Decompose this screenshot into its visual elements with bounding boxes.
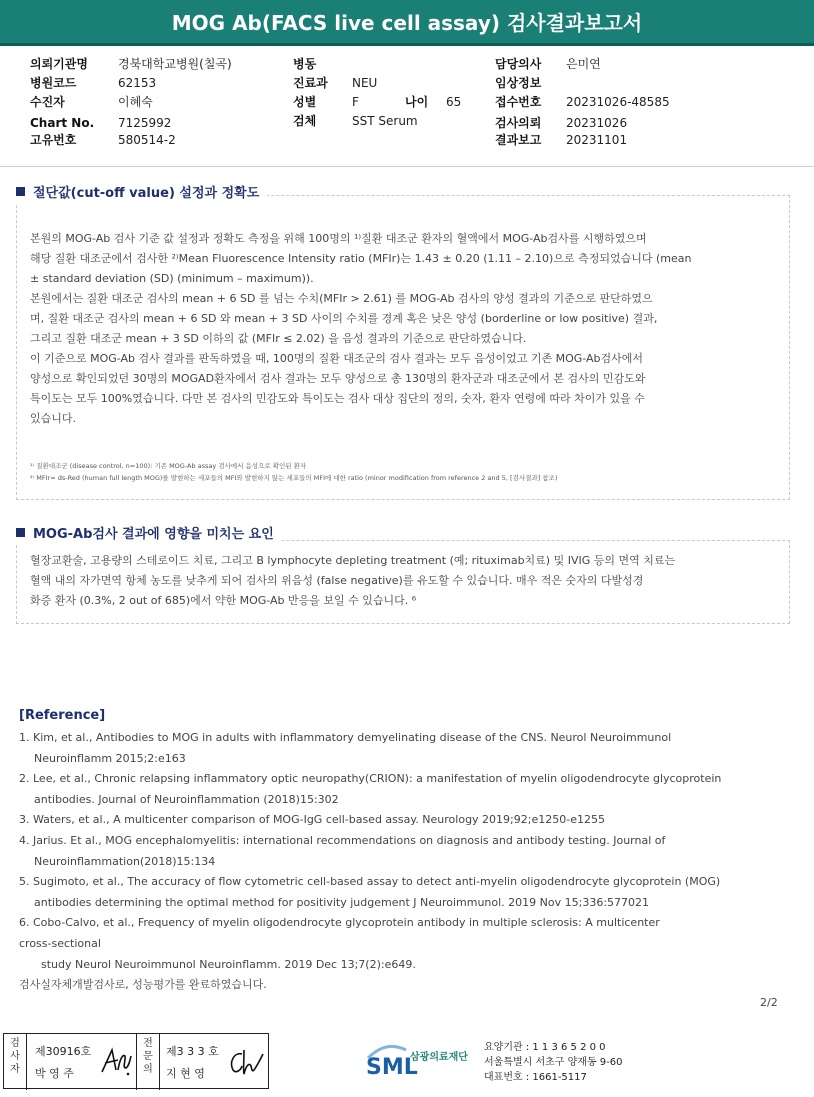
specialist-name: 지 현 영 (166, 1067, 205, 1080)
info-value: SST Serum (352, 114, 418, 128)
info-value: 경북대학교병원(칠곡) (118, 57, 232, 71)
square-bullet-icon (16, 187, 25, 196)
paragraph-line: 양성으로 확인되었던 30명의 MOGAD환자에서 검사 결과는 모두 양성으로 총 130명의 환자군과 대조군에서 본 검사의 민감도와 (30, 372, 646, 385)
paragraph-line: ± standard deviation (SD) (minimum – maximum)). (30, 272, 314, 285)
report-title: MOG Ab(FACS live cell assay) 검사결과보고서 (0, 0, 814, 46)
info-label: Chart No. (30, 116, 95, 130)
paragraph-line: 며, 질환 대조군 검사의 mean + 6 SD 와 mean + 3 SD 사이의 수치를 경계 혹은 낮은 양성 (borderline or low positive) 결과, (30, 312, 658, 325)
patient-info (0, 56, 814, 152)
reference-item: 3. Waters, et al., A multicenter comparison of MOG-IgG cell-based assay. Neurology 2019;92;e1250-e1255 (19, 813, 605, 827)
section-title-text: 절단값(cut-off value) 설정과 정확도 (33, 186, 260, 201)
reference-item-cont: cross-sectional (19, 936, 101, 950)
info-value: 20231026 (566, 116, 628, 130)
info-label: 임상정보 (495, 76, 542, 90)
institution-code: 요양기관 : 1 1 3 6 5 2 0 0 (484, 1042, 606, 1053)
reference-item-cont: study Neurol Neuroimmunol Neuroinflamm. 2019 Dec 13;7(2):e649. (41, 957, 416, 971)
reference-item-cont: antibodies. Journal of Neuroinflammation (2018)15:302 (34, 792, 339, 806)
info-value: 7125992 (118, 116, 172, 130)
reference-item-cont: Neuroinflamm 2015;2:e163 (34, 751, 186, 765)
divider (26, 1034, 27, 1090)
info-value: 20231101 (566, 133, 628, 147)
paragraph-line: 있습니다. (30, 412, 77, 425)
specialist-license: 제3 3 3 호 (166, 1045, 219, 1058)
info-value: 580514-2 (118, 133, 176, 147)
specialist-signature-icon (226, 1044, 266, 1080)
info-label: 접수번호 (495, 95, 542, 109)
signature-box (3, 1033, 269, 1089)
info-label: 병동 (293, 57, 317, 71)
reference-item: 4. Jarius. Et al., MOG encephalomyelitis: international recommendations on diagnosis and antibody testing. Journal of (19, 833, 666, 847)
examiner-signature-icon (96, 1044, 134, 1080)
page-number: 2/2 (760, 996, 778, 1009)
reference-item: 5. Sugimoto, et al., The accuracy of flow cytometric cell-based assay to detect anti-myelin oligodendrocyte glycoprotein (MOG) (19, 875, 721, 889)
cutoff-paragraph (30, 229, 691, 429)
info-value: F (352, 95, 359, 109)
paragraph-line: 해당 질환 대조군에서 검사한 ²⁾Mean Fluorescence Intensity ratio (MFIr)는 1.43 ± 0.20 (1.11 – 2.10)으로 측정되었습니다 (mean (30, 252, 692, 265)
divider (159, 1034, 160, 1090)
info-value: NEU (352, 76, 378, 90)
specialist-label-text: 전문의 (143, 1038, 153, 1075)
lab-address: 서울특별시 서초구 양재동 9-60 (484, 1057, 623, 1068)
paragraph-line: 본원의 MOG-Ab 검사 기준 값 설정과 정확도 측정을 위해 100명의 ¹⁾질환 대조군 환자의 혈액에서 MOG-Ab검사를 시행하였으며 (30, 232, 647, 245)
square-bullet-icon (16, 528, 25, 537)
lab-contact (484, 1040, 623, 1085)
reference-item-cont: Neuroinflammation(2018)15:134 (34, 854, 216, 868)
footnote-1: ¹⁾ 질환대조군 (disease control, n=100): 기존 MOG-Ab assay 검사에서 음성으로 확인된 환자 (30, 462, 307, 470)
examiner-name: 박 영 주 (35, 1067, 74, 1080)
info-divider (0, 166, 814, 167)
paragraph-line: 혈장교환술, 고용량의 스테로이드 치료, 그리고 B lymphocyte depleting treatment (예; rituximab치료) 및 IVIG 등의 면역 치료는 (30, 554, 676, 567)
report-footer (0, 1028, 814, 1097)
footnote-2: ²⁾ MFIr= ds-Red (human full length MOG)를 발현하는 세포들의 MFI와 발현하지 않는 세포들의 MFI에 대한 ratio (minor modification from reference 2 and 5, [검사결과] 참조) (30, 474, 558, 482)
info-label: 결과보고 (495, 133, 542, 147)
reference-item: 6. Cobo-Calvo, et al., Frequency of myelin oligodendrocyte glycoprotein antibody in multiple sclerosis: A multicenter (19, 916, 660, 930)
section-title-factors (16, 526, 282, 544)
reference-title: [Reference] (19, 708, 106, 723)
reference-list (19, 728, 799, 996)
reference-item: 1. Kim, et al., Antibodies to MOG in adults with inflammatory demyelinating disease of the CNS. Neurol Neuroimmunol (19, 731, 672, 744)
info-label: 수진자 (30, 95, 65, 109)
section-title-cutoff (16, 185, 267, 203)
paragraph-line: 이 기준으로 MOG-Ab 검사 결과를 판독하였을 때, 100명의 질환 대조군의 검사 결과는 모두 음성이었고 기존 MOG-Ab검사에서 (30, 352, 644, 365)
reference-item: 2. Lee, et al., Chronic relapsing inflammatory optic neuropathy(CRION): a manifestation of myelin oligodendrocyte glycoprotein (19, 772, 722, 786)
validation-note: 검사실자체개발검사로, 성능평가를 완료하였습니다. (19, 978, 267, 992)
logo-text: SML (366, 1055, 418, 1080)
info-label: 담당의사 (495, 57, 542, 71)
info-value: 20231026-48585 (566, 95, 670, 109)
info-label: 병원코드 (30, 76, 77, 90)
info-label: 의뢰기관명 (30, 57, 88, 71)
reference-item-cont: antibodies determining the optimal method for positivity judgement J Neuroimmunol. 2019 Nov 15;336:577021 (34, 895, 650, 909)
paragraph-line: 혈액 내의 자가면역 항체 농도를 낮추게 되어 검사의 위음성 (false negative)를 유도할 수 있습니다. 매우 적은 숫자의 다발성경 (30, 574, 644, 587)
examiner-license: 제30916호 (35, 1045, 92, 1058)
info-value: 이혜숙 (118, 95, 153, 109)
paragraph-line: 그리고 질환 대조군 mean + 3 SD 이하의 값 (MFIr ≤ 2.02) 을 음성 결과의 기준으로 판단하였습니다. (30, 332, 527, 345)
info-value: 은미연 (566, 57, 601, 71)
examiner-label-text: 검사자 (10, 1038, 20, 1075)
info-label-age: 나이 (405, 95, 429, 109)
paragraph-line: 특이도는 모두 100%였습니다. 다만 본 검사의 민감도와 특이도는 검사 대상 집단의 정의, 숫자, 환자 연령에 따라 차이가 있을 수 (30, 392, 645, 405)
lab-phone: 대표번호 : 1661-5117 (484, 1072, 587, 1083)
info-value-age: 65 (446, 95, 462, 109)
info-label: 고유번호 (30, 133, 77, 147)
examiner-label (4, 1034, 26, 1090)
info-label: 검체 (293, 114, 317, 128)
info-label: 진료과 (293, 76, 328, 90)
factors-paragraph (30, 551, 675, 611)
paragraph-line: 화증 환자 (0.3%, 2 out of 685)에서 약한 MOG-Ab 반응을 보일 수 있습니다. ⁶ (30, 594, 417, 607)
info-label: 검사의뢰 (495, 116, 542, 130)
org-name: 삼광의료재단 (410, 1052, 468, 1063)
paragraph-line: 본원에서는 질환 대조군 검사의 mean + 6 SD 를 넘는 수치(MFIr > 2.61) 를 MOG-Ab 검사의 양성 결과의 기준으로 판단하였으 (30, 292, 653, 305)
info-value: 62153 (118, 76, 157, 90)
section-title-text: MOG-Ab검사 결과에 영향을 미치는 요인 (33, 527, 274, 542)
specialist-label (137, 1034, 159, 1090)
info-label: 성별 (293, 95, 317, 109)
